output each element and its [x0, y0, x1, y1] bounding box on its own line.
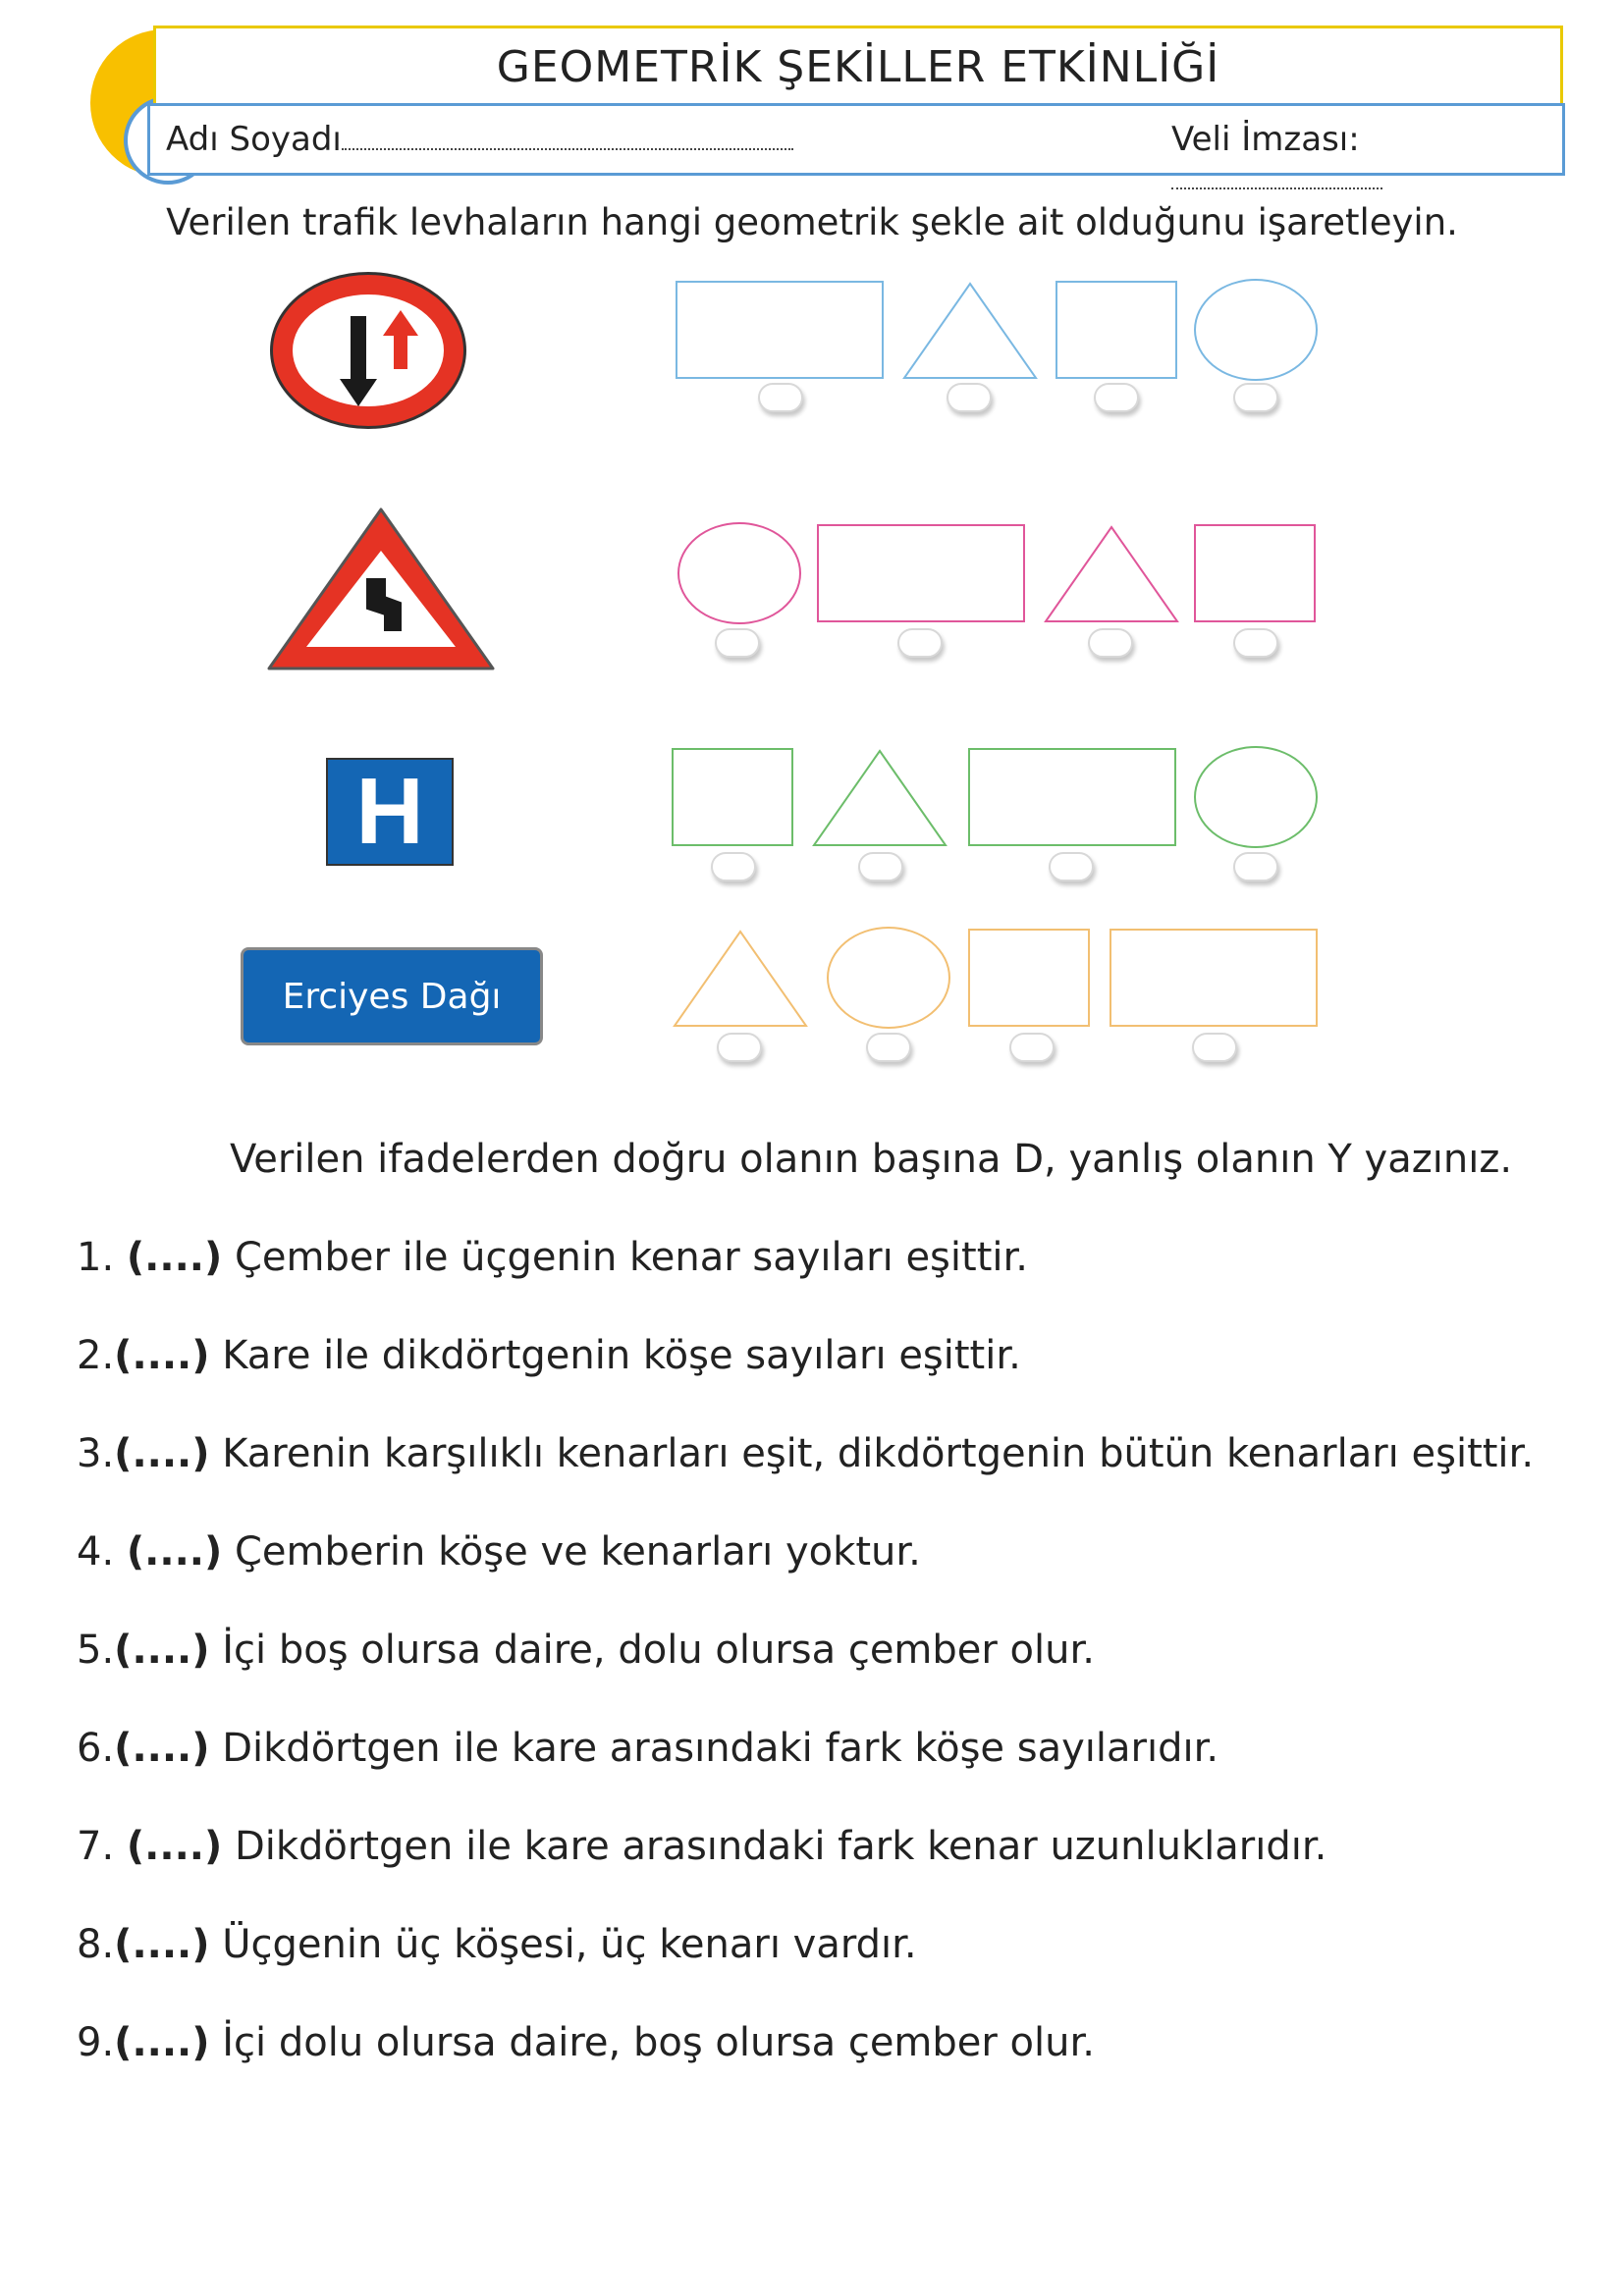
ellipse-option-row4 — [827, 927, 950, 1029]
answer-blank[interactable]: (....) — [126, 1529, 223, 1575]
name-label: Adı Soyadı — [166, 120, 342, 159]
section1-instruction: Verilen trafik levhaların hangi geometrik şekle ait olduğunu işaretleyin. — [166, 201, 1458, 243]
checkbox-row1-square[interactable] — [1094, 383, 1139, 412]
checkbox-row3-rect[interactable] — [1049, 852, 1094, 881]
statement-item — [77, 1529, 921, 1575]
statement-item — [77, 1628, 1095, 1673]
statement-number: 3. — [77, 1431, 115, 1476]
triangle-option-row3 — [811, 748, 948, 848]
checkbox-row4-ellipse[interactable] — [866, 1033, 911, 1062]
section2-instruction: Verilen ifadelerden doğru olanın başına D, yanlış olanın Y yazınız. — [229, 1137, 1513, 1182]
triangle-option-row4 — [672, 929, 809, 1029]
statement-number: 6. — [77, 1726, 115, 1771]
checkbox-row1-triangle[interactable] — [947, 383, 992, 412]
statement-text: Çember ile üçgenin kenar sayıları eşittir. — [222, 1235, 1028, 1280]
checkbox-row4-triangle[interactable] — [717, 1033, 762, 1062]
square-option-row1 — [1056, 281, 1177, 379]
statement-number: 5. — [77, 1628, 115, 1673]
title-box — [153, 26, 1563, 106]
statement-text: Dikdörtgen ile kare arasındaki fark kenar uzunluklarıdır. — [222, 1824, 1327, 1869]
answer-blank[interactable]: (....) — [114, 1628, 210, 1673]
winding-road-sign — [263, 506, 499, 674]
answer-blank[interactable]: (....) — [114, 1333, 210, 1378]
answer-blank[interactable]: (....) — [114, 1726, 210, 1771]
page-title: GEOMETRİK ŞEKİLLER ETKİNLİĞİ — [496, 42, 1220, 92]
checkbox-row3-ellipse[interactable] — [1233, 852, 1278, 881]
checkbox-row3-triangle[interactable] — [858, 852, 903, 881]
square-option-row2 — [1194, 524, 1316, 622]
direction-sign — [241, 947, 543, 1045]
checkbox-row2-triangle[interactable] — [1088, 628, 1133, 658]
rect-option-row3 — [968, 748, 1176, 846]
statement-text: Çemberin köşe ve kenarları yoktur. — [222, 1529, 921, 1575]
statement-item — [77, 1333, 1021, 1378]
statement-text: Üçgenin üç köşesi, üç kenarı vardır. — [209, 1922, 917, 1967]
statement-number: 2. — [77, 1333, 115, 1378]
ellipse-option-row1 — [1194, 279, 1318, 381]
checkbox-row2-rect[interactable] — [897, 628, 943, 658]
statement-number: 1. — [77, 1235, 127, 1280]
arrows-icon — [273, 275, 469, 432]
ellipse-option-row2 — [677, 522, 801, 624]
statement-number: 9. — [77, 2020, 115, 2065]
statement-text: İçi dolu olursa daire, boş olursa çember olur. — [209, 2020, 1095, 2065]
rect-option-row4 — [1110, 929, 1318, 1027]
checkbox-row4-rect[interactable] — [1192, 1033, 1237, 1062]
statement-text: Dikdörtgen ile kare arasındaki fark köşe sayılarıdır. — [209, 1726, 1219, 1771]
parent-signature-field[interactable] — [1171, 120, 1562, 198]
checkbox-row2-ellipse[interactable] — [715, 628, 760, 658]
hospital-sign — [326, 758, 454, 866]
square-option-row3 — [672, 748, 793, 846]
statement-number: 4. — [77, 1529, 127, 1575]
statement-item — [77, 1726, 1218, 1771]
statement-text: Kare ile dikdörtgenin köşe sayıları eşittir. — [209, 1333, 1021, 1378]
statement-item — [77, 1235, 1028, 1280]
checkbox-row3-square[interactable] — [711, 852, 756, 881]
rect-option-row1 — [676, 281, 884, 379]
statement-item — [77, 1824, 1326, 1869]
statement-item — [77, 1922, 917, 1967]
statement-item — [77, 1431, 1534, 1476]
signature-dotted-line — [1171, 162, 1382, 189]
checkbox-row1-ellipse[interactable] — [1233, 383, 1278, 412]
statement-item — [77, 2020, 1095, 2065]
triangle-option-row2 — [1043, 524, 1180, 624]
checkbox-row1-rect[interactable] — [758, 383, 803, 412]
statement-number: 8. — [77, 1922, 115, 1967]
square-option-row4 — [968, 929, 1090, 1027]
hospital-letter: H — [355, 759, 424, 864]
checkbox-row2-square[interactable] — [1233, 628, 1278, 658]
answer-blank[interactable]: (....) — [114, 1431, 210, 1476]
statement-text: Karenin karşılıklı kenarları eşit, dikdörtgenin bütün kenarları eşittir. — [209, 1431, 1535, 1476]
statement-text: İçi boş olursa daire, dolu olursa çember olur. — [209, 1628, 1095, 1673]
parent-signature-label: Veli İmzası: — [1171, 120, 1360, 159]
name-dotted-line — [342, 123, 793, 150]
checkbox-row4-square[interactable] — [1009, 1033, 1055, 1062]
answer-blank[interactable]: (....) — [114, 2020, 210, 2065]
rect-option-row2 — [817, 524, 1025, 622]
student-info-box — [147, 103, 1565, 176]
name-field[interactable] — [166, 120, 793, 159]
triangle-option-row1 — [901, 281, 1039, 381]
priority-sign-circle — [270, 272, 466, 429]
statement-number: 7. — [77, 1824, 127, 1869]
ellipse-option-row3 — [1194, 746, 1318, 848]
direction-sign-label: Erciyes Dağı — [282, 976, 502, 1017]
answer-blank[interactable]: (....) — [114, 1922, 210, 1967]
answer-blank[interactable]: (....) — [126, 1235, 223, 1280]
answer-blank[interactable]: (....) — [126, 1824, 223, 1869]
